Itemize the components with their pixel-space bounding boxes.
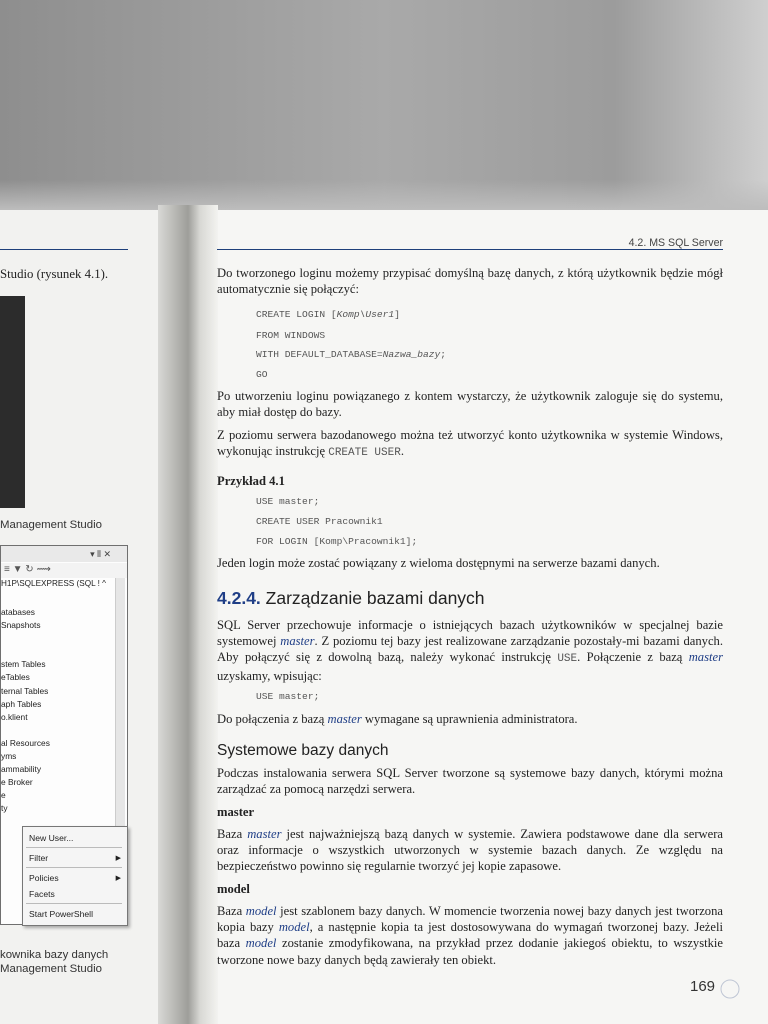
explorer-toolbar-icons: ≡ ▼ ↻ ⟿	[4, 564, 51, 575]
menu-item-new-user: New User...	[29, 833, 74, 843]
page-number-ornament-icon	[720, 978, 744, 1000]
running-head: 4.2. MS SQL Server	[628, 237, 723, 249]
code-line: WITH DEFAULT_DATABASE=Nazwa_bazy;	[256, 349, 447, 360]
book-gutter	[158, 205, 218, 1024]
paragraph: Po utworzeniu loginu powiązanego z kontem wystarczy, że użytkownik zaloguje się do systemu, aby miał dostęp do bazy.	[217, 389, 723, 420]
left-figure-caption-2a: kownika bazy danych	[0, 949, 109, 961]
left-figure-caption-2b: Management Studio	[0, 963, 102, 975]
explorer-window-buttons: ▾ ⫴ ✕	[90, 549, 111, 559]
explorer-titlebar	[1, 546, 127, 562]
tree-item	[1, 724, 50, 737]
menu-item-facets: Facets	[29, 889, 55, 899]
tree-item: ammability	[1, 764, 42, 775]
explorer-scrollbar	[115, 578, 125, 868]
example-title: Przykład 4.1	[217, 474, 285, 488]
section-title: Zarządzanie bazami danych	[265, 588, 485, 608]
figure-dark-screenshot	[0, 296, 25, 508]
context-menu	[22, 826, 128, 926]
explorer-toolbar	[1, 563, 127, 578]
section-number: 4.2.4.	[217, 588, 261, 608]
term-heading: model	[217, 882, 250, 896]
explorer-server-node: H1P\SQLEXPRESS (SQL ! ^	[1, 579, 107, 588]
tree-item: ty	[1, 803, 8, 814]
left-figure-caption-1: Management Studio	[0, 519, 102, 531]
tree-item: Snapshots	[1, 620, 41, 631]
tree-item: ternal Tables	[1, 685, 49, 696]
subsection-heading: Systemowe bazy danych	[217, 742, 389, 759]
code-line: USE master;	[256, 496, 320, 507]
blurred-background	[0, 0, 768, 210]
tree-item: eTables	[1, 672, 30, 683]
tree-item: aph Tables	[1, 698, 42, 709]
paragraph: SQL Server przechowuje informacje o istniejących bazach użytkowników w specjalnej bazie systemowej master. Z poziomu tej bazy jest realizowane zarządzanie pozostały-mi bazami danych. Aby połączyć się z dowolną bazą, należy wykonać instrukcję USE. Połączenie z bazą master uzyskamy, wpisując:	[217, 618, 723, 683]
menu-item-start-powershell: Start PowerShell	[29, 909, 94, 919]
left-header-rule	[0, 249, 128, 250]
code-line: GO	[256, 369, 268, 380]
left-caption-top: Studio (rysunek 4.1).	[0, 267, 109, 281]
menu-separator	[26, 847, 122, 848]
term-heading: master	[217, 805, 255, 819]
menu-separator	[26, 903, 122, 904]
page-number: 169	[690, 978, 716, 995]
tree-item: e	[1, 790, 6, 801]
submenu-arrow-icon: ▶	[115, 855, 121, 862]
paragraph: Jeden login może zostać powiązany z wieloma dostępnymi na serwerze bazami danych.	[217, 556, 660, 570]
paragraph: Do tworzonego loginu możemy przypisać domyślną bazę danych, z którą użytkownik będzie mógł automatycznie się połączyć:	[217, 266, 723, 297]
paragraph: Baza master jest najważniejszą bazą danych w systemie. Zawiera podstawowe dane dla serwera oraz informacje o wszystkich utworzonych w systemie bazach danych. Ze względu na bezpieczeństwo powinno się regularnie tworzyć jej kopie zapasowe.	[217, 827, 723, 874]
tree-item: yms	[1, 751, 17, 762]
section-heading	[217, 588, 485, 609]
paragraph: Baza model jest szablonem bazy danych. W momencie tworzenia nowej bazy danych jest tworzona kopia bazy model, a następnie kopia ta jest dostosowywana do wymagań tworzonej bazy. Jeżeli baza model zostanie zmodyfikowana, na przykład przez dodanie jakiegoś obiektu, to wszystkie tworzone nowe bazy danych będą zawierały ten obiekt.	[217, 904, 723, 967]
tree-item: o.klient	[1, 711, 28, 722]
header-rule	[217, 249, 723, 250]
paragraph: Z poziomu serwera bazodanowego można też utworzyć konto użytkownika w systemie Windows, wykonując instrukcję CREATE USER.	[217, 428, 723, 460]
tree-item: atabases	[1, 607, 35, 617]
tree-item	[1, 632, 50, 645]
paragraph: Podczas instalowania serwera SQL Server tworzone są systemowe bazy danych, którymi można zarządzać za pomocą narzędzi serwera.	[217, 766, 723, 797]
paragraph: Do połączenia z bazą master wymagane są uprawnienia administratora.	[217, 712, 578, 726]
tree-item: stem Tables	[1, 659, 46, 670]
tree-item: e Broker	[1, 777, 33, 788]
tree-item: al Resources	[1, 737, 50, 748]
menu-item-filter: Filter	[29, 853, 49, 863]
explorer-tree	[1, 606, 50, 816]
code-line: CREATE USER Pracownik1	[256, 516, 383, 527]
code-line: USE master;	[256, 691, 320, 702]
menu-item-policies: Policies	[29, 873, 59, 883]
code-line: CREATE LOGIN [Komp\User1]	[256, 309, 400, 320]
code-line: FROM WINDOWS	[256, 330, 326, 341]
submenu-arrow-icon: ▶	[115, 875, 121, 882]
code-line: FOR LOGIN [Komp\Pracownik1];	[256, 536, 418, 547]
tree-item	[1, 645, 50, 658]
menu-separator	[26, 867, 122, 868]
